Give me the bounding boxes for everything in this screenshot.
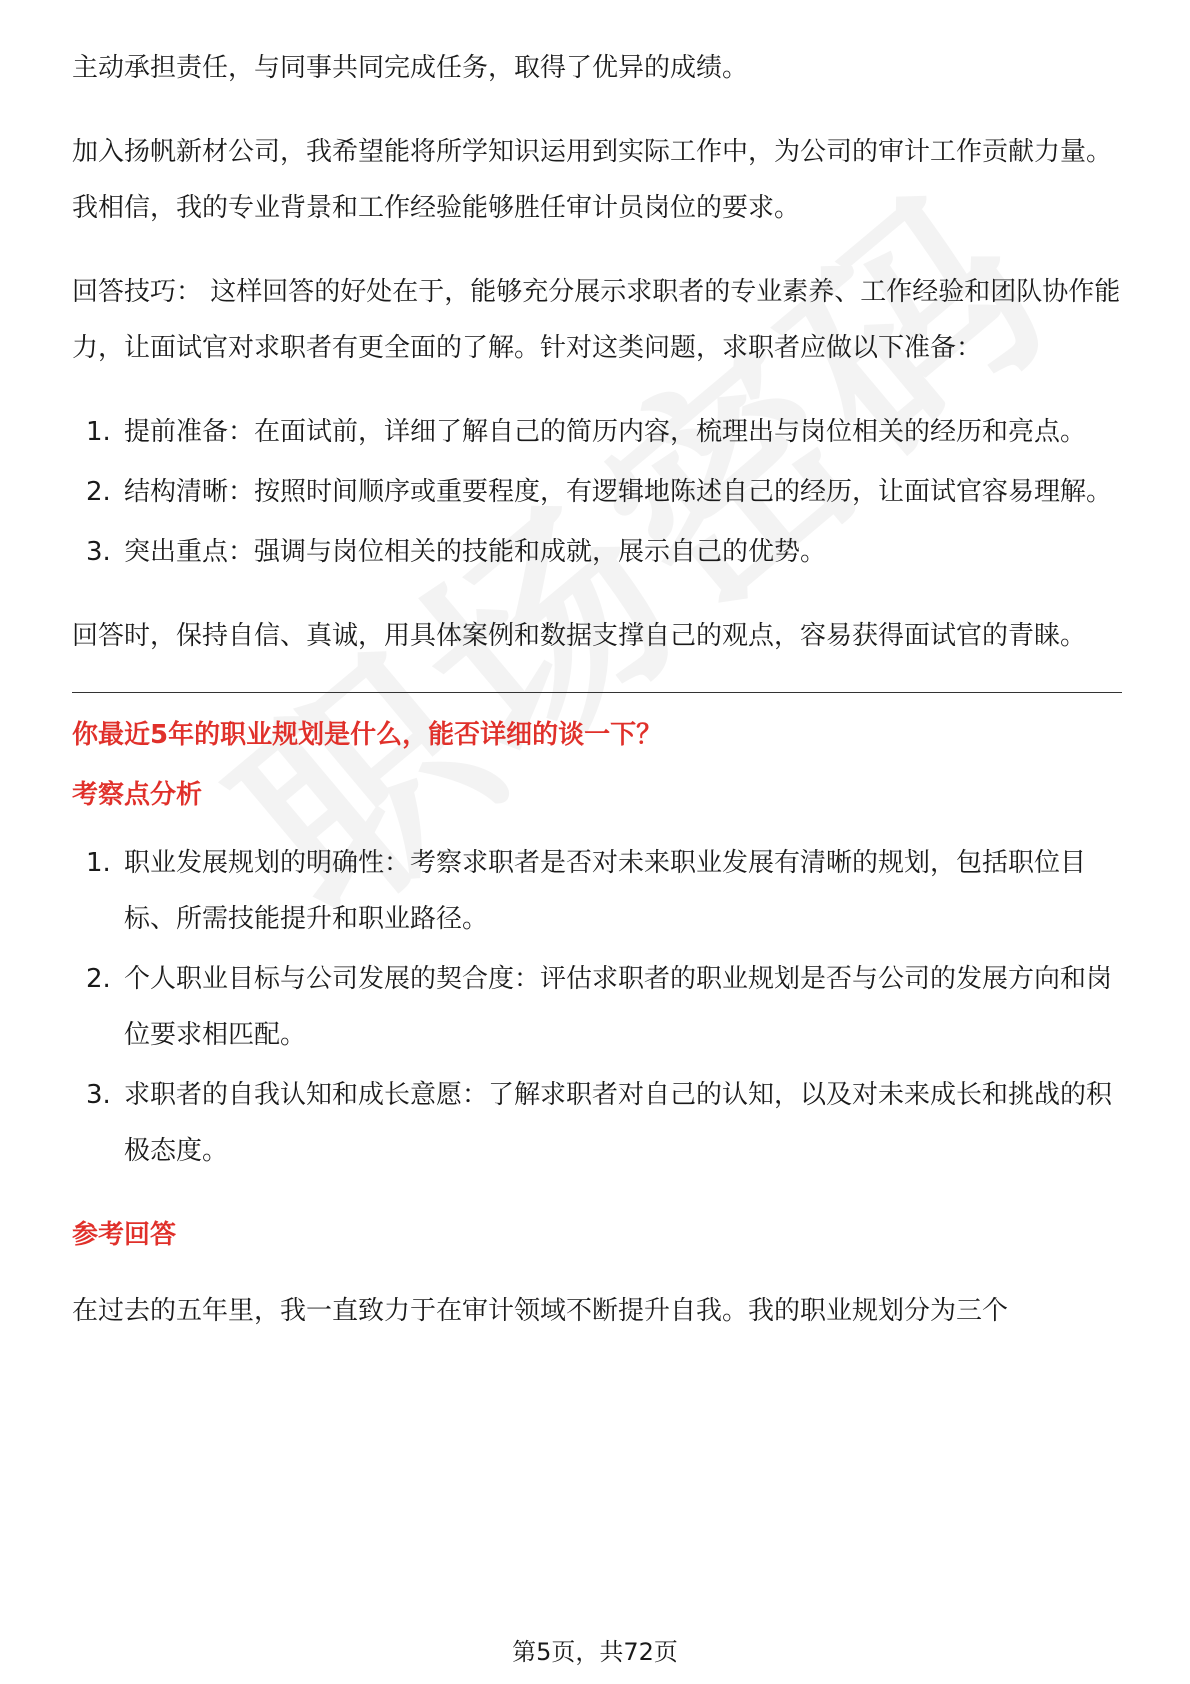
list-item [72, 835, 1122, 947]
list-number: 2. [86, 477, 111, 507]
list-number: 1. [86, 848, 111, 878]
page-footer: 第5页，共72页 [512, 1638, 678, 1666]
section-divider [72, 692, 1122, 693]
list-number: 3. [86, 537, 111, 567]
list-text: 职业发展规划的明确性：考察求职者是否对未来职业发展有清晰的规划，包括职位目标、所需技能提升和职业路径。 [124, 848, 1087, 934]
list-item [72, 404, 1122, 460]
list-text: 突出重点：强调与岗位相关的技能和成就，展示自己的优势。 [124, 537, 827, 567]
list-number: 2. [86, 964, 111, 994]
tips-list [72, 404, 1122, 580]
answer-heading: 参考回答 [72, 1220, 177, 1250]
list-item [72, 524, 1122, 580]
answer-paragraph: 在过去的五年里，我一直致力于在审计领域不断提升自我。我的职业规划分为三个 [72, 1296, 1009, 1326]
analysis-heading: 考察点分析 [72, 780, 203, 810]
list-text: 个人职业目标与公司发展的契合度：评估求职者的职业规划是否与公司的发展方向和岗位要求相匹配。 [124, 964, 1113, 1050]
list-number: 1. [86, 417, 111, 447]
list-text: 提前准备：在面试前，详细了解自己的简历内容，梳理出与岗位相关的经历和亮点。 [124, 417, 1087, 447]
question-title: 你最近5年的职业规划是什么，能否详细的谈一下？ [72, 720, 663, 750]
page-content [72, 40, 1122, 1367]
analysis-list [72, 835, 1122, 1179]
list-item [72, 464, 1122, 520]
tip-paragraph: 回答技巧： 这样回答的好处在于，能够充分展示求职者的专业素养、工作经验和团队协作能力，让面试官对求职者有更全面的了解。针对这类问题，求职者应做以下准备： [72, 277, 1121, 363]
closing-paragraph: 回答时，保持自信、真诚，用具体案例和数据支撑自己的观点，容易获得面试官的青睐。 [72, 621, 1087, 651]
list-item [72, 1067, 1122, 1179]
paragraph: 加入扬帆新材公司，我希望能将所学知识运用到实际工作中，为公司的审计工作贡献力量。我相信，我的专业背景和工作经验能够胜任审计员岗位的要求。 [72, 137, 1113, 223]
list-text: 求职者的自我认知和成长意愿：了解求职者对自己的认知，以及对未来成长和挑战的积极态度。 [124, 1080, 1113, 1166]
list-item [72, 951, 1122, 1063]
paragraph: 主动承担责任，与同事共同完成任务，取得了优异的成绩。 [72, 53, 749, 83]
list-number: 3. [86, 1080, 111, 1110]
list-text: 结构清晰：按照时间顺序或重要程度，有逻辑地陈述自己的经历，让面试官容易理解。 [124, 477, 1113, 507]
